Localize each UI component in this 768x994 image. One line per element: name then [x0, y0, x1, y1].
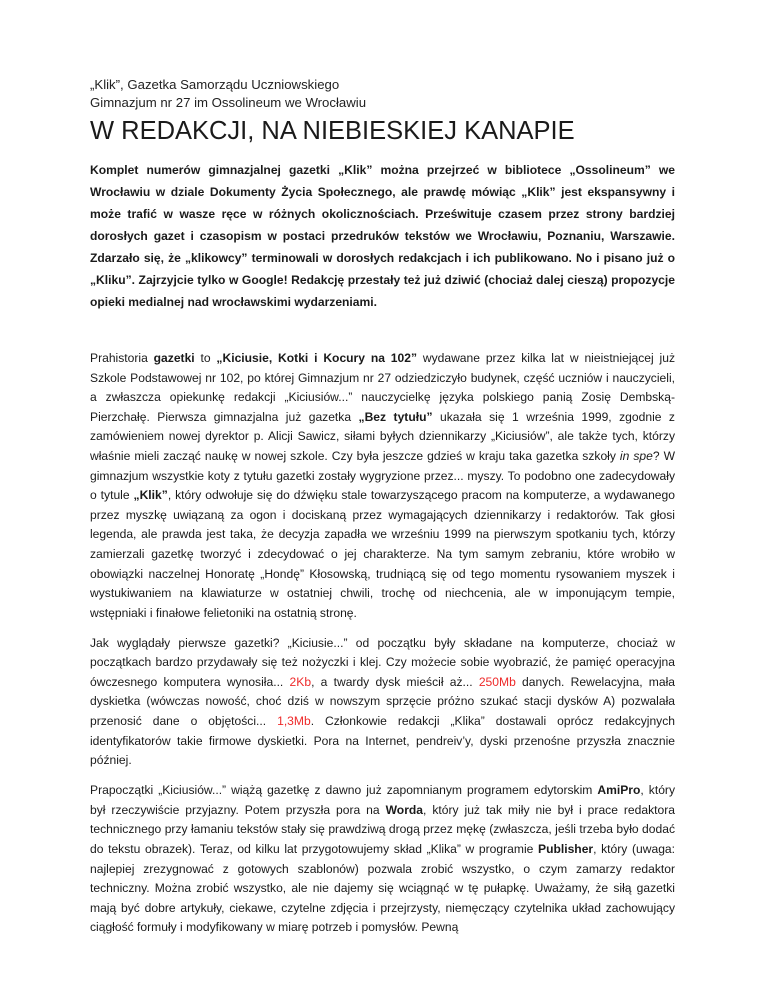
- highlight-run: 2Kb: [289, 674, 312, 689]
- text-run: Prahistoria: [90, 351, 154, 365]
- document-page: [90, 76, 675, 948]
- highlight-run: 1,3Mb: [277, 714, 311, 729]
- text-run: Jak wyglądały pierwsze gazetki? „Kiciusie...” od początku były składane na komputerze, chociaż w początkach bardzo przydawały się też nożyczki i klej. Czy możecie sobie wyobrazić, że pamięć operacyjna ówczesnego komputera wynosiła...: [90, 635, 675, 689]
- paragraph-first-issues: [90, 634, 675, 771]
- bold-run: AmiPro: [597, 783, 641, 798]
- article-title: W REDAKCJI, NA NIEBIESKIEJ KANAPIE: [90, 117, 575, 145]
- text-run: , który (uwaga: najlepiej zrezygnować z gotowych szablonów) pozwala zrobić wszystko, o czym zamarzy redaktor techniczny. Można zrobić wszystko, ale nie dajemy się wciągnąć w tę pułapkę. Uważamy, że siłą gazetki mają być dobre artykuły, ciekawe, czytelne zdjęcia i przejrzysty, niemęczący czytelnika układ zachowujący ciągłość formuły i modyfikowany w miarę potrzeb i pomysłów. Pewną: [90, 842, 675, 935]
- text-run: . Członkowie redakcji „Klika” dostawali oprócz redakcyjnych identyfikatorów takie firmowe dyskietki. Pora na Internet, pendreiv’y, dyski przenośne przyszła znacznie później.: [90, 714, 675, 768]
- text-run: , a twardy dysk mieścił aż...: [311, 674, 479, 689]
- lead-paragraph: Komplet numerów gimnazjalnej gazetki „Klik” można przejrzeć w bibliotece „Ossolineum” we Wrocławiu w dziale Dokumenty Życia Społecznego, ale prawdę mówiąc „Klik” jest ekspansywny i może trafić w wasze ręce w różnych okolicznościach. Prześwituje czasem przez strony bardziej dorosłych gazet i czasopism w postaci przedruków tekstów we Wrocławiu, Poznaniu, Warszawie. Zdarzało się, że „klikowcy” terminowali w dorosłych redakcjach i ich publikowano. No i pisano już o „Kliku”. Zajrzyjcie tylko w Google! Redakcję przestały też już dziwić (chociaż dalej cieszą) propozycje opieki medialnej nad wrocławskimi wydarzeniami.: [90, 163, 675, 309]
- bold-run: Publisher: [538, 842, 594, 857]
- text-run: wydawane przez kilka lat w nieistniejącej już Szkole Podstawowej nr 102, po której Gimnazjum nr 27 odziedziczyło budynek, część uczniów i nauczycieli, a zwłaszcza opiekunkę redakcji „Kiciusiów...” nauczycielkę języka polskiego panią Zosię Dembską-Pierzchałę. Pierwsza gimnazjalna już gazetka: [90, 351, 675, 424]
- text-run: danych. Rewelacyjna, mała dyskietka (wówczas nowość, choć dziś w nowszym sprzęcie próżno szukać stacji dysków A) pozwalała przenosić dane o objętości...: [90, 674, 675, 729]
- bold-run: Worda: [385, 802, 424, 817]
- bold-run: „Kiciusie, Kotki i Kocury na 102”: [216, 351, 417, 365]
- text-run: , który był rzeczywiście przyjazny. Potem przyszła pora na: [90, 783, 675, 817]
- text-run: , który odwołuje się do dźwięku stale towarzyszącego pracom na komputerze, a wydawanego przez myszkę uwiązaną za ogon i dociskaną przez wymagających dziennikarzy i redaktorów. Tak głosi legenda, ale prawda jest taka, że decyzja zapadła we wrześniu 1999 na pierwszym spotkaniu tych, którzy zamierzali gazetkę tworzyć i zdecydować o jej charakterze. Na tym samym zebraniu, które wrobiło w obowiązki naczelnej Honoratę „Hondę” Kłosowską, trudniącą się od tego momentu rysowaniem myszek i wystukiwaniem na klawiaturze w ostatniej chwili, trochę od niechcenia, ale w imponującym tempie, wstępniaki i finałowe felietoniki na ostatnią stronę.: [90, 488, 675, 620]
- italic-run: in spe: [619, 448, 653, 463]
- text-run: ? W gimnazjum wszystkie koty z tytułu gazetki zostały wygryzione przez... myszy. To podobno one zadecydowały o tytule: [90, 448, 675, 503]
- text-run: Prapoczątki „Kiciusiów...” wiążą gazetkę z dawno już zapomnianym programem edytorskim: [90, 783, 598, 798]
- paragraph-software: [90, 781, 675, 938]
- publication-name: „Klik”, Gazetka Samorządu Uczniowskiego: [90, 77, 340, 92]
- text-run: to: [194, 351, 217, 365]
- text-run: ukazała się 1 września 1999, zgodnie z zamówieniem nowej dyrektor p. Alicji Sawicz, siłami byłych dziennikarzy „Kiciusiów”, ale także tych, którzy właśnie mieli zacząć naukę w nowej szkole. Czy była jeszcze gdzieś w kraju taka gazetka szkoły: [90, 409, 675, 463]
- bold-run: gazetki: [153, 351, 195, 365]
- school-name: Gimnazjum nr 27 im Ossolineum we Wrocławiu: [90, 95, 367, 110]
- highlight-run: 250Mb: [478, 674, 516, 689]
- bold-run: „Klik”: [133, 488, 168, 503]
- bold-run: „Bez tytułu”: [358, 409, 433, 424]
- text-run: , który już tak miły nie był i prace redaktora technicznego przy łamaniu tekstów stały się prawdziwą drogą przez mękę (zwłaszcza, jeśli trzeba było dodać do tekstu obrazek). Teraz, od kilku lat przygotowujemy skład „Klika” w programie: [90, 802, 675, 857]
- paragraph-history: [90, 349, 675, 623]
